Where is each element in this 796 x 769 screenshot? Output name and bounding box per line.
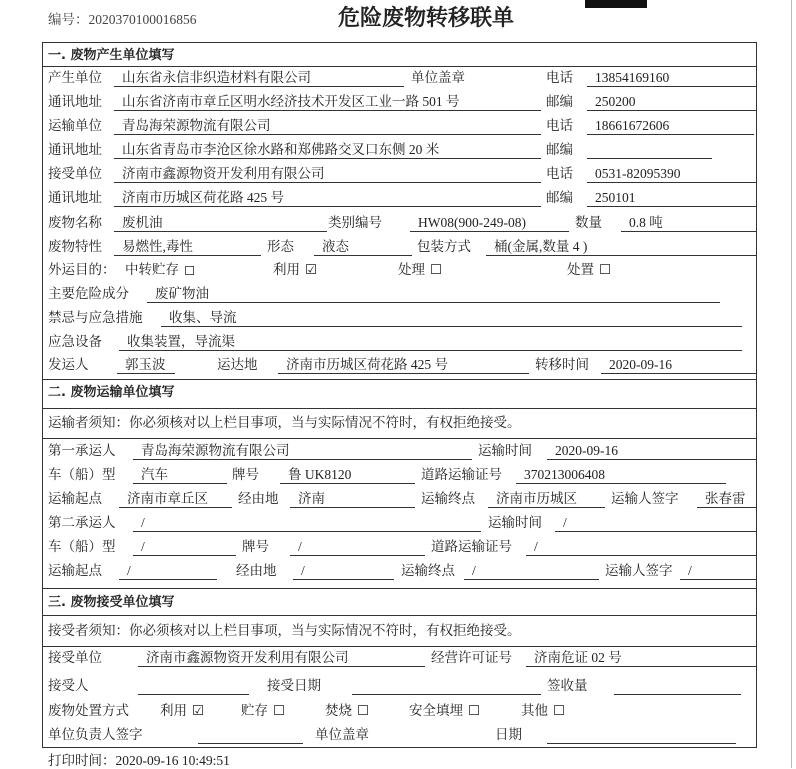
phone-label: 电话 [546, 118, 573, 133]
hazard-field[interactable]: 废矿物油 [147, 286, 720, 303]
equipment-field[interactable]: 收集装置，导流渠 [119, 334, 742, 351]
method-other[interactable] [521, 703, 565, 719]
receiver-label: 接受单位 [48, 166, 102, 181]
address-label: 通讯地址 [48, 94, 102, 109]
serial-number [48, 12, 197, 28]
carrier2-start-field[interactable]: / [119, 563, 217, 580]
receiver-phone-field[interactable]: 0531-82095390 [587, 166, 756, 183]
print-time-label: 打印时间： [48, 753, 116, 768]
carrier2-plate-field[interactable]: / [290, 539, 425, 556]
divider [42, 588, 757, 589]
carrier1-label: 第一承运人 [48, 443, 116, 458]
option-label: 中转贮存 [125, 262, 179, 277]
producer-label: 产生单位 [48, 70, 102, 85]
sign-date-label: 日期 [495, 727, 522, 742]
checkbox-icon[interactable]: ☐ [468, 703, 481, 718]
quantity-field[interactable]: 0.8 吨 [621, 215, 756, 232]
carrier-label: 运输单位 [48, 118, 102, 133]
destination-field[interactable]: 济南市历城区荷花路 425 号 [278, 357, 529, 374]
checkbox-icon[interactable]: ☐ [553, 703, 566, 718]
option-label: 安全填埋 [409, 703, 463, 718]
checkbox-icon[interactable]: ☐ [599, 262, 612, 277]
start-label: 运输起点 [48, 563, 102, 578]
license-label: 经营许可证号 [431, 650, 512, 665]
receive-date-label: 接受日期 [267, 678, 321, 693]
option-label: 利用 [160, 703, 187, 718]
producer-zip-field[interactable]: 250200 [587, 94, 756, 111]
carrier2-field[interactable]: / [133, 515, 481, 532]
carrier1-vehicle-field[interactable]: 汽车 [133, 467, 227, 484]
carrier-phone-field[interactable]: 18661672606 [587, 118, 754, 135]
producer-field[interactable]: 山东省永信非织造材料有限公司 [114, 70, 404, 87]
seal-label: 单位盖章 [315, 727, 369, 742]
end-label: 运输终点 [421, 491, 475, 506]
property-field[interactable]: 易燃性,毒性 [114, 239, 261, 256]
plate-label: 牌号 [242, 539, 269, 554]
shipper-label: 发运人 [48, 357, 89, 372]
carrier-notice: 运输者须知：你必须核对以上栏目事项，当与实际情况不符时，有权拒绝接受。 [48, 415, 521, 430]
carrier2-sign-field[interactable]: / [680, 563, 756, 580]
phone-label: 电话 [546, 166, 573, 181]
purpose-disposal[interactable] [567, 262, 611, 278]
head-sign-label: 单位负责人签字 [48, 727, 143, 742]
shipper-field[interactable]: 郭玉波 [117, 357, 175, 374]
print-time [48, 753, 230, 769]
carrier2-vehicle-field[interactable]: / [133, 539, 236, 556]
form-field[interactable]: 液态 [314, 239, 412, 256]
carrier2-end-field[interactable]: / [464, 563, 599, 580]
checkbox-icon[interactable]: ☐ [273, 703, 286, 718]
receiver-address-field[interactable]: 济南市历城区荷花路 425 号 [114, 190, 541, 207]
producer-address-field[interactable]: 山东省济南市章丘区明水经济技术开发区工业一路 501 号 [114, 94, 541, 111]
divider [42, 438, 757, 439]
receiver-person-label: 接受人 [48, 678, 89, 693]
amount-field[interactable] [614, 678, 741, 695]
carrier-field[interactable]: 青岛海荣源物流有限公司 [114, 118, 541, 135]
hazard-label: 主要危险成分 [48, 286, 129, 301]
permit-label: 道路运输证号 [421, 467, 502, 482]
zip-label: 邮编 [546, 142, 573, 157]
divider [42, 646, 757, 647]
seal-label: 单位盖章 [411, 70, 465, 85]
permit-label: 道路运输证号 [431, 539, 512, 554]
address-label: 通讯地址 [48, 190, 102, 205]
transfer-time-field[interactable]: 2020-09-16 [601, 357, 756, 374]
carrier1-via-field[interactable]: 济南 [290, 491, 415, 508]
page-edge [791, 0, 792, 768]
transport-time-label: 运输时间 [488, 515, 542, 530]
transfer-time-label: 转移时间 [535, 357, 589, 372]
plate-label: 牌号 [232, 467, 259, 482]
method-landfill[interactable] [409, 703, 480, 719]
option-label: 贮存 [241, 703, 268, 718]
waste-name-field[interactable]: 废机油 [114, 215, 327, 232]
option-label: 处理 [398, 262, 425, 277]
method-utilization[interactable] [160, 703, 204, 719]
checkbox-icon[interactable]: ☐ [430, 262, 443, 277]
taboo-field[interactable]: 收集、导流 [161, 310, 742, 327]
carrier2-label: 第二承运人 [48, 515, 116, 530]
receiver-notice: 接受者须知：你必须核对以上栏目事项，当与实际情况不符时，有权拒绝接受。 [48, 623, 521, 638]
start-label: 运输起点 [48, 491, 102, 506]
serial-label: 编号： [48, 12, 89, 27]
vehicle-label: 车（船）型 [48, 539, 116, 554]
packaging-label: 包装方式 [417, 239, 471, 254]
zip-label: 邮编 [546, 94, 573, 109]
divider [42, 615, 757, 616]
method-incineration[interactable] [325, 703, 369, 719]
quantity-label: 数量 [575, 215, 602, 230]
purpose-label: 外运目的： [48, 262, 116, 277]
carrier1-end-field[interactable]: 济南市历城区 [488, 491, 605, 508]
receiver-field[interactable]: 济南市鑫源物资开发利用有限公司 [114, 166, 541, 183]
carrier2-time-field[interactable]: / [555, 515, 756, 532]
divider [42, 379, 757, 380]
end-label: 运输终点 [401, 563, 455, 578]
receive-date-field[interactable] [352, 678, 541, 695]
purpose-treatment[interactable] [398, 262, 442, 278]
receiver-person-field[interactable] [138, 678, 249, 695]
print-time-value: 2020-09-16 10:49:51 [115, 753, 230, 768]
transport-time-label: 运输时间 [478, 443, 532, 458]
head-sign-field[interactable] [198, 727, 303, 744]
divider [42, 66, 757, 67]
carrier1-sign-field[interactable]: 张春雷 [697, 491, 756, 508]
phone-label: 电话 [546, 70, 573, 85]
receiver-zip-field[interactable]: 250101 [587, 190, 756, 207]
carrier-zip-field[interactable] [587, 142, 712, 159]
via-label: 经由地 [238, 491, 279, 506]
receiving-unit-label: 接受单位 [48, 650, 102, 665]
sign-label: 运输人签字 [605, 563, 673, 578]
qr-code-fragment [585, 0, 647, 8]
serial-value: 2020370100016856 [88, 12, 197, 27]
packaging-field[interactable]: 桶(金属,数量 4 ) [486, 239, 756, 256]
form-label: 形态 [267, 239, 294, 254]
divider [42, 408, 757, 409]
section-1-title: 一. 废物产生单位填写 [48, 48, 175, 63]
method-storage[interactable] [241, 703, 285, 719]
carrier2-permit-field[interactable]: / [526, 539, 756, 556]
via-label: 经由地 [236, 563, 277, 578]
checkbox-icon[interactable]: ☑ [192, 703, 205, 718]
checkbox-icon[interactable]: ◻ [184, 262, 196, 277]
carrier2-via-field[interactable]: / [293, 563, 394, 580]
option-label: 焚烧 [325, 703, 352, 718]
option-label: 利用 [273, 262, 300, 277]
carrier1-field[interactable]: 青岛海荣源物流有限公司 [133, 443, 472, 460]
page-title: 危险废物转移联单 [338, 6, 515, 31]
category-label: 类别编号 [328, 215, 382, 230]
vehicle-label: 车（船）型 [48, 467, 116, 482]
method-label: 废物处置方式 [48, 703, 129, 718]
address-label: 通讯地址 [48, 142, 102, 157]
sign-date-field[interactable] [547, 727, 736, 744]
carrier1-plate-field[interactable]: 鲁 UK8120 [280, 467, 415, 484]
receiving-unit-field[interactable]: 济南市鑫源物资开发利用有限公司 [138, 650, 425, 667]
option-label: 处置 [567, 262, 594, 277]
section-2-title: 二. 废物运输单位填写 [48, 385, 175, 400]
purpose-utilization[interactable] [273, 262, 317, 278]
carrier1-permit-field[interactable]: 370213006408 [516, 467, 726, 484]
license-field[interactable]: 济南危证 02 号 [526, 650, 756, 667]
carrier1-start-field[interactable]: 济南市章丘区 [119, 491, 232, 508]
purpose-transfer-storage[interactable] [125, 262, 195, 278]
amount-label: 签收量 [547, 678, 588, 693]
option-label: 其他 [521, 703, 548, 718]
checkbox-icon[interactable]: ☑ [305, 262, 318, 277]
equipment-label: 应急设备 [48, 334, 102, 349]
producer-phone-field[interactable]: 13854169160 [587, 70, 756, 87]
waste-name-label: 废物名称 [48, 215, 102, 230]
carrier-address-field[interactable]: 山东省青岛市李沧区徐水路和郑佛路交叉口东侧 20 米 [114, 142, 541, 159]
carrier1-time-field[interactable]: 2020-09-16 [547, 443, 756, 460]
sign-label: 运输人签字 [611, 491, 679, 506]
category-field[interactable]: HW08(900-249-08) [410, 215, 569, 232]
zip-label: 邮编 [546, 190, 573, 205]
section-3-title: 三. 废物接受单位填写 [48, 595, 175, 610]
taboo-label: 禁忌与应急措施 [48, 310, 143, 325]
checkbox-icon[interactable]: ☐ [357, 703, 370, 718]
property-label: 废物特性 [48, 239, 102, 254]
destination-label: 运达地 [217, 357, 258, 372]
